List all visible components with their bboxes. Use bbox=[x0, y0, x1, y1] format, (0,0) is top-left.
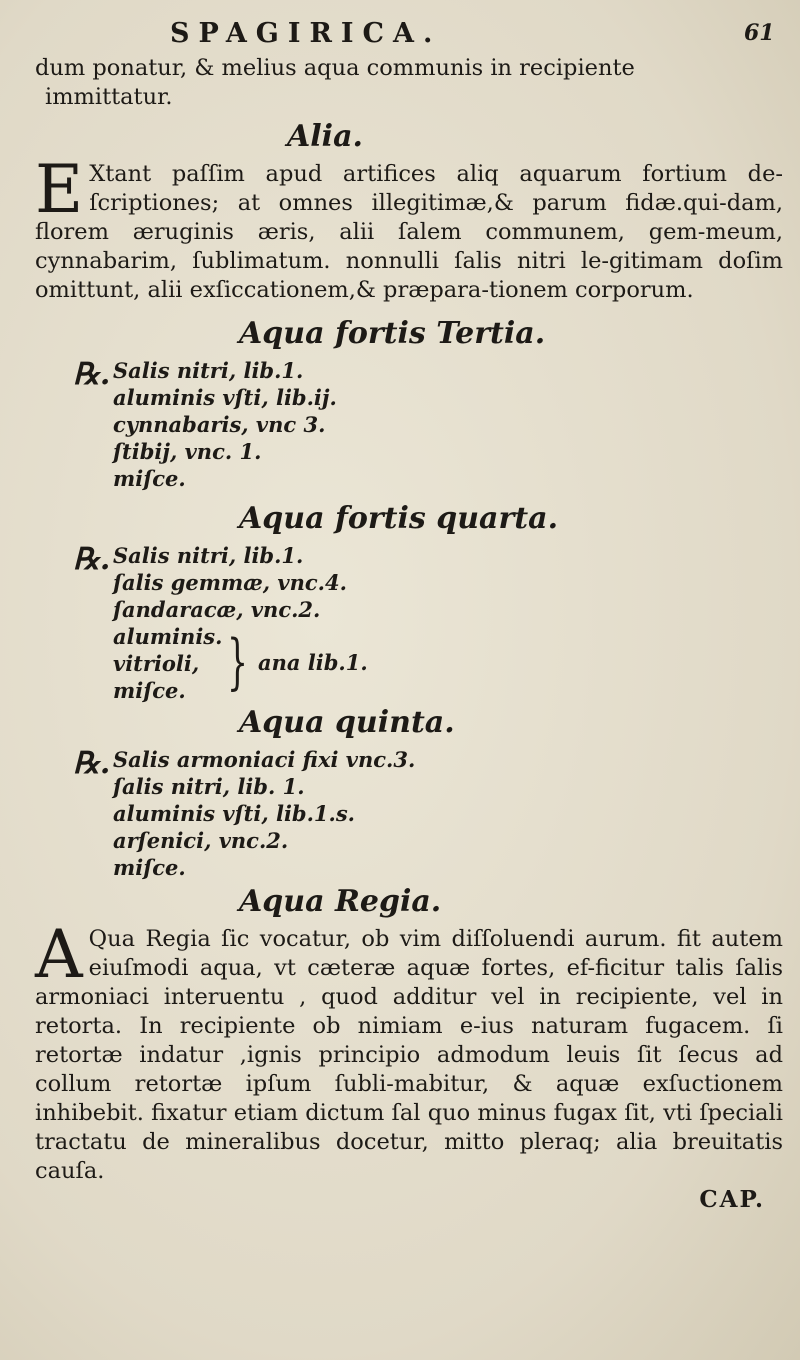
heading-aqua-fortis-quarta: Aqua fortis quarta. bbox=[239, 501, 559, 536]
ingredient-line: vitrioli, bbox=[113, 651, 200, 676]
recipe-symbol: ℞. bbox=[73, 542, 111, 577]
ingredient-line: Salis nitri, lib.1. bbox=[113, 543, 304, 568]
heading-aqua-quinta: Aqua quinta. bbox=[239, 705, 455, 740]
recipe-symbol: ℞. bbox=[73, 746, 111, 781]
ingredient-line: miſce. bbox=[113, 678, 186, 703]
paragraph-aqua-regia bbox=[35, 916, 783, 1186]
ingredient-line: aluminis. bbox=[113, 624, 223, 649]
ingredient-line: ſalis nitri, lib. 1. bbox=[113, 774, 305, 799]
ingredient-line: arſenici, vnc.2. bbox=[113, 828, 289, 853]
ingredient-line: miſce. bbox=[113, 855, 186, 880]
right-brace-icon: } bbox=[227, 627, 249, 697]
ingredient-line: ſandaracæ, vnc.2. bbox=[113, 597, 321, 622]
heading-aqua-regia: Aqua Regia. bbox=[239, 884, 442, 919]
recipe-tertia bbox=[73, 357, 783, 492]
recipe-quinta bbox=[73, 746, 783, 881]
page-number: 61 bbox=[744, 20, 775, 46]
catchword: CAP. bbox=[699, 1186, 765, 1213]
ingredient-line: Salis nitri, lib.1. bbox=[113, 358, 304, 383]
recipe-quarta bbox=[73, 542, 783, 704]
ingredient-line: cynnabaris, vnc 3. bbox=[113, 412, 326, 437]
heading-alia: Alia. bbox=[287, 119, 363, 154]
paragraph-alia bbox=[35, 151, 783, 305]
dropcap-a: A bbox=[35, 916, 83, 993]
dropcap-e: E bbox=[35, 151, 84, 228]
paragraph-alia-text: Xtant paſſim apud artifices aliq aquarum fortium de-ſcriptiones; at omnes illegitimæ,& parum fidæ.qui-dam, florem æruginis æris, alii ſalem communem, gem-meum, cynnabarim, ſublimatum. nonnulli ſalis nitri le-gitimam doſim omittunt, alii exſiccationem,& præpara-tionem corporum. bbox=[35, 161, 783, 303]
intro-line-1: dum ponatur, & melius aqua communis in recipiente bbox=[35, 55, 635, 81]
page-header bbox=[0, 12, 800, 52]
paragraph-aqua-regia-text: Qua Regia ſic vocatur, ob vim diſſoluendi aurum. fit autem eiuſmodi aqua, vt cæteræ aquæ fortes, ef-ficitur talis ſalis armoniaci interuentu , quod additur vel in recipiente, vel in retorta. In recipiente ob nimiam e-ius naturam fugacem. ſi retortæ indatur ,ignis principio admodum leuis ſit ſecus ad collum retortæ ipſum ſubli-mabitur, & aquæ exſuctionem inhibebit. fixatur etiam dictum ſal quo minus fugax ſit, vti ſpeciali tractatu de mineralibus docetur, mitto pleraq; alia breuitatis cauſa. bbox=[35, 926, 783, 1184]
ingredient-line: Salis armoniaci fixi vnc.3. bbox=[113, 747, 416, 772]
brace-quantity: ana lib.1. bbox=[258, 650, 368, 675]
heading-aqua-fortis-tertia: Aqua fortis Tertia. bbox=[239, 316, 546, 351]
ingredient-line: miſce. bbox=[113, 466, 186, 491]
ingredient-line: ſtibij, vnc. 1. bbox=[113, 439, 262, 464]
ingredient-line: ſalis gemmæ, vnc.4. bbox=[113, 570, 347, 595]
brace-group bbox=[113, 623, 783, 704]
ingredient-line: aluminis vſti, lib.1.s. bbox=[113, 801, 355, 826]
recipe-symbol: ℞. bbox=[73, 357, 111, 392]
ingredient-line: aluminis vſti, lib.ij. bbox=[113, 385, 337, 410]
intro-line-2: immittatur. bbox=[45, 84, 173, 110]
running-title: SPAGIRICA. bbox=[170, 18, 442, 49]
body-text bbox=[35, 54, 783, 1213]
